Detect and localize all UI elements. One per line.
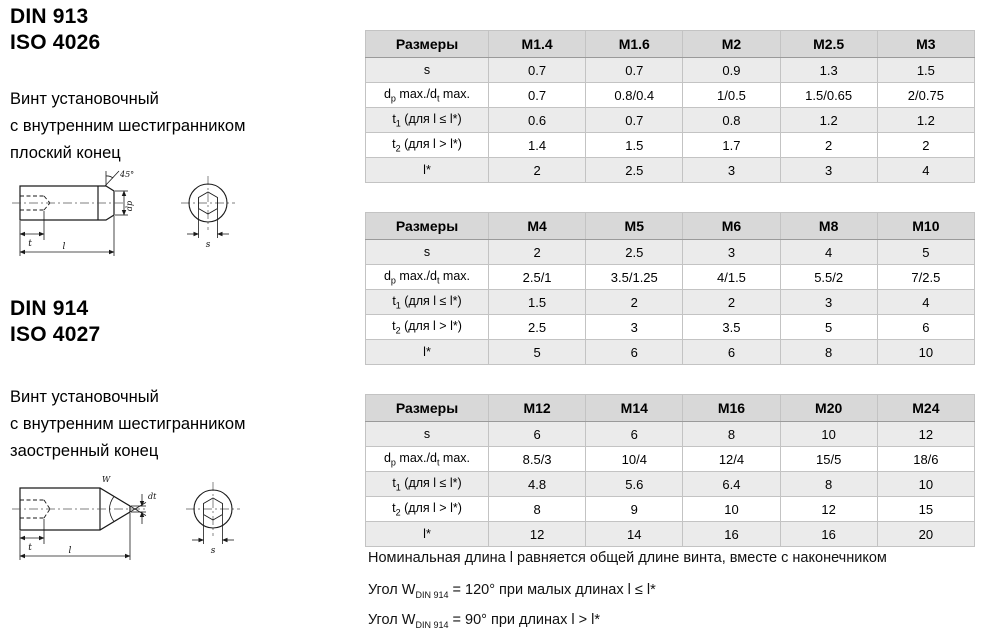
- dim-s-label: s: [210, 546, 216, 556]
- value-cell: 0.6: [489, 108, 586, 133]
- value-cell: 2.5: [586, 240, 683, 265]
- value-cell: 3.5/1.25: [586, 265, 683, 290]
- value-cell: 1.2: [877, 108, 974, 133]
- row-label: l*: [366, 340, 489, 365]
- value-cell: 16: [683, 522, 780, 547]
- value-cell: 5: [877, 240, 974, 265]
- chamfer-angle-label: 45°: [120, 170, 135, 179]
- value-cell: 12/4: [683, 447, 780, 472]
- value-cell: 2: [489, 158, 586, 183]
- value-cell: 6: [489, 422, 586, 447]
- din914-number: DIN 914: [10, 297, 89, 320]
- din913-number: DIN 913: [10, 5, 89, 28]
- value-cell: 15/5: [780, 447, 877, 472]
- dim-l-label: l: [62, 242, 66, 252]
- value-cell: 2: [586, 290, 683, 315]
- sizes-header: Размеры: [366, 213, 489, 240]
- iso4026-number: ISO 4026: [10, 31, 101, 54]
- size-column-header: M12: [489, 395, 586, 422]
- chamfer-angle-annotation: [105, 171, 119, 186]
- row-label: $d_p$ $\max./d_t$ max.: [366, 265, 489, 290]
- header-row: [366, 213, 975, 240]
- value-cell: 3.5: [683, 315, 780, 340]
- value-cell: 6: [683, 340, 780, 365]
- value-cell: 10: [877, 472, 974, 497]
- iso4027-number: ISO 4027: [10, 323, 101, 346]
- value-cell: 5: [489, 340, 586, 365]
- din913-heading: [10, 4, 100, 56]
- dim-l-label: l: [68, 546, 72, 556]
- table-row: [366, 108, 975, 133]
- desc-line: Винт установочный: [10, 90, 159, 108]
- value-cell: 3: [780, 290, 877, 315]
- value-cell: 15: [877, 497, 974, 522]
- value-cell: 2: [877, 133, 974, 158]
- dimension-t: [20, 519, 44, 544]
- value-cell: 2: [489, 240, 586, 265]
- centerlines: [12, 482, 240, 536]
- value-cell: 2: [683, 290, 780, 315]
- dimension-table-m4-m10: [365, 212, 975, 365]
- dimension-table-m1_4-m3: [365, 30, 975, 183]
- row-label: $t_1$ (для l ≤ l*): [366, 472, 489, 497]
- row-label: l*: [366, 158, 489, 183]
- size-column-header: M1.6: [586, 31, 683, 58]
- dim-t-label: t: [28, 543, 32, 553]
- desc-line: заостренный конец: [10, 442, 159, 460]
- din914-cone-point-drawing: [8, 468, 268, 568]
- desc-line: Винт установочный: [10, 388, 159, 406]
- value-cell: 3: [683, 240, 780, 265]
- note-2: Угол $W_{DIN 914} = 120^\circ$ при малых длинах l ≤ l*: [368, 582, 656, 600]
- table-row: [366, 472, 975, 497]
- value-cell: 12: [780, 497, 877, 522]
- table-row: [366, 158, 975, 183]
- row-label: $d_p$ $\max./d_t$ max.: [366, 83, 489, 108]
- value-cell: 16: [780, 522, 877, 547]
- value-cell: 0.8: [683, 108, 780, 133]
- row-label: $t_1$ (для l ≤ l*): [366, 290, 489, 315]
- table-row: [366, 133, 975, 158]
- dim-s-label: s: [205, 240, 211, 250]
- value-cell: 0.7: [586, 58, 683, 83]
- value-cell: 4: [877, 290, 974, 315]
- row-label: $t_2$ (для l > l*): [366, 497, 489, 522]
- value-cell: 1.2: [780, 108, 877, 133]
- value-cell: 9: [586, 497, 683, 522]
- row-label: l*: [366, 522, 489, 547]
- row-label: $t_1$ (для l ≤ l*): [366, 108, 489, 133]
- desc-line: с внутренним шестигранником: [10, 117, 246, 135]
- value-cell: 4: [780, 240, 877, 265]
- value-cell: 1.4: [489, 133, 586, 158]
- value-cell: 1.5: [877, 58, 974, 83]
- value-cell: 1.7: [683, 133, 780, 158]
- size-column-header: M2: [683, 31, 780, 58]
- value-cell: 7/2.5: [877, 265, 974, 290]
- dim-dt-label: dt: [148, 492, 157, 501]
- value-cell: 12: [877, 422, 974, 447]
- value-cell: 10: [877, 340, 974, 365]
- header-row: [366, 395, 975, 422]
- table-row: [366, 265, 975, 290]
- table-m12-m24: [365, 394, 975, 547]
- table-row: [366, 340, 975, 365]
- table-row: [366, 522, 975, 547]
- size-column-header: M10: [877, 213, 974, 240]
- value-cell: 2: [780, 133, 877, 158]
- size-column-header: M24: [877, 395, 974, 422]
- value-cell: 10: [780, 422, 877, 447]
- dimension-l: [20, 513, 130, 560]
- value-cell: 14: [586, 522, 683, 547]
- table-row: [366, 422, 975, 447]
- note-3: Угол $W_{DIN 914} = 90^\circ$ при длинах l > l*: [368, 611, 600, 628]
- size-column-header: M8: [780, 213, 877, 240]
- value-cell: 2.5: [489, 315, 586, 340]
- table-row: [366, 447, 975, 472]
- size-column-header: M1.4: [489, 31, 586, 58]
- size-column-header: M6: [683, 213, 780, 240]
- value-cell: 3: [683, 158, 780, 183]
- desc-line: плоский конец: [10, 144, 121, 162]
- table-m4-m10: [365, 212, 975, 365]
- dim-dp-label: dp: [125, 200, 134, 212]
- value-cell: 0.7: [586, 108, 683, 133]
- table-row: [366, 315, 975, 340]
- value-cell: 0.7: [489, 58, 586, 83]
- sizes-header: Размеры: [366, 31, 489, 58]
- dimension-table-m12-m24: [365, 394, 975, 547]
- dimension-t: [20, 211, 44, 240]
- sizes-header: Размеры: [366, 395, 489, 422]
- value-cell: 5: [780, 315, 877, 340]
- value-cell: 8: [489, 497, 586, 522]
- centerlines: [12, 176, 235, 230]
- value-cell: 1.3: [780, 58, 877, 83]
- dim-t-label: t: [28, 239, 32, 249]
- value-cell: 8: [683, 422, 780, 447]
- value-cell: 12: [489, 522, 586, 547]
- value-cell: 1.5: [489, 290, 586, 315]
- size-column-header: M2.5: [780, 31, 877, 58]
- row-label: s: [366, 240, 489, 265]
- dimension-l: [20, 216, 114, 256]
- size-column-header: M3: [877, 31, 974, 58]
- din913-description: [10, 86, 245, 167]
- table-row: [366, 240, 975, 265]
- size-column-header: M5: [586, 213, 683, 240]
- din913-flat-point-drawing: [8, 168, 268, 263]
- row-label: s: [366, 58, 489, 83]
- note-1: Номинальная длина l равняется общей длине винта, вместе с наконечником: [368, 550, 887, 566]
- size-column-header: M16: [683, 395, 780, 422]
- value-cell: 8.5/3: [489, 447, 586, 472]
- value-cell: 1.5: [586, 133, 683, 158]
- value-cell: 1.5/0.65: [780, 83, 877, 108]
- value-cell: 10/4: [586, 447, 683, 472]
- value-cell: 6: [586, 422, 683, 447]
- size-column-header: M4: [489, 213, 586, 240]
- table-row: [366, 290, 975, 315]
- desc-line: с внутренним шестигранником: [10, 415, 246, 433]
- value-cell: 4: [877, 158, 974, 183]
- value-cell: 6.4: [683, 472, 780, 497]
- size-column-header: M20: [780, 395, 877, 422]
- value-cell: 0.9: [683, 58, 780, 83]
- value-cell: 6: [877, 315, 974, 340]
- row-label: $d_p$ $\max./d_t$ max.: [366, 447, 489, 472]
- table-row: [366, 497, 975, 522]
- table-row: [366, 58, 975, 83]
- value-cell: 3: [586, 315, 683, 340]
- value-cell: 2.5: [586, 158, 683, 183]
- value-cell: 20: [877, 522, 974, 547]
- table-m1_4-m3: [365, 30, 975, 183]
- din914-heading: [10, 296, 100, 348]
- size-column-header: M14: [586, 395, 683, 422]
- header-row: [366, 31, 975, 58]
- row-label: $t_2$ (для l > l*): [366, 315, 489, 340]
- value-cell: 4.8: [489, 472, 586, 497]
- table-row: [366, 83, 975, 108]
- row-label: $t_2$ (для l > l*): [366, 133, 489, 158]
- value-cell: 3: [780, 158, 877, 183]
- value-cell: 8: [780, 472, 877, 497]
- value-cell: 18/6: [877, 447, 974, 472]
- din914-description: [10, 384, 245, 465]
- value-cell: 1/0.5: [683, 83, 780, 108]
- notes: [368, 549, 973, 628]
- value-cell: 5.5/2: [780, 265, 877, 290]
- value-cell: 0.7: [489, 83, 586, 108]
- value-cell: 8: [780, 340, 877, 365]
- cone-angle-label: W: [102, 475, 111, 484]
- value-cell: 2.5/1: [489, 265, 586, 290]
- value-cell: 4/1.5: [683, 265, 780, 290]
- value-cell: 2/0.75: [877, 83, 974, 108]
- value-cell: 5.6: [586, 472, 683, 497]
- value-cell: 6: [586, 340, 683, 365]
- row-label: s: [366, 422, 489, 447]
- value-cell: 10: [683, 497, 780, 522]
- value-cell: 0.8/0.4: [586, 83, 683, 108]
